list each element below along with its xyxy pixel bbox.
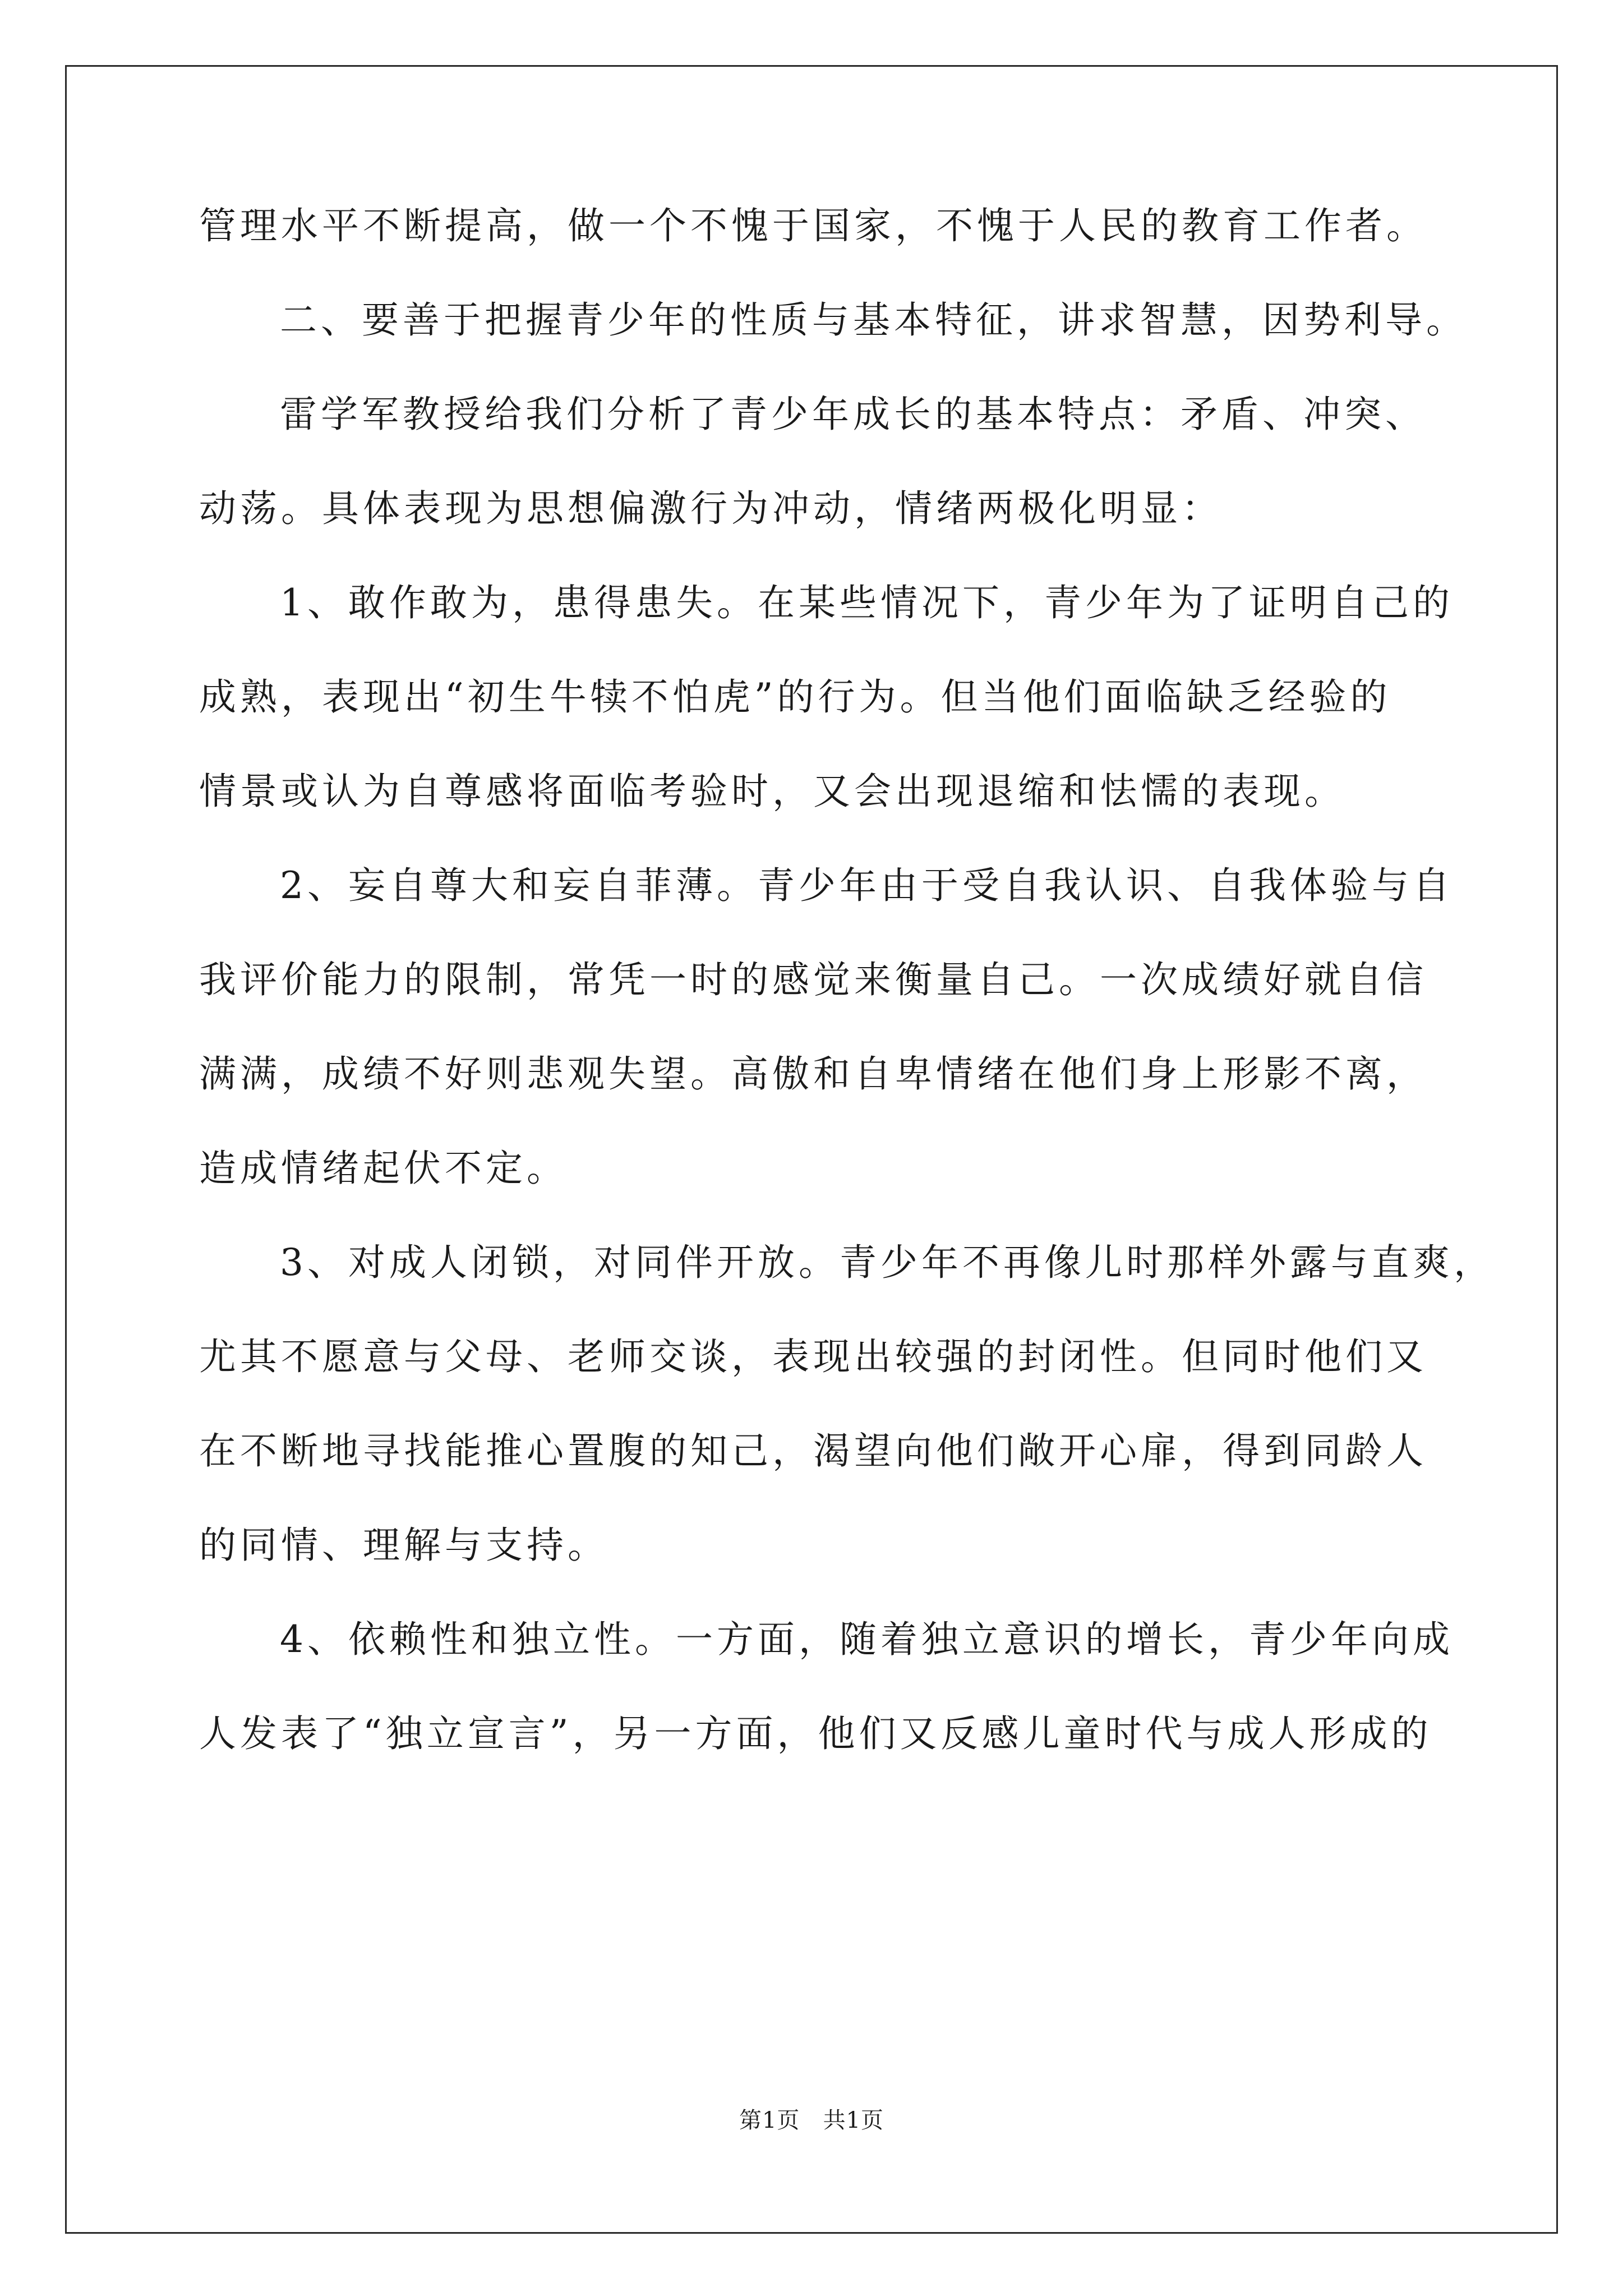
document-body (199, 204, 1495, 1810)
paragraph-line: 尤其不愿意与父母、老师交谈，表现出较强的封闭性。但同时他们又 (199, 1335, 1427, 1378)
page-footer (0, 2109, 1623, 2132)
paragraph-line: 在不断地寻找能推心置腹的知己，渴望向他们敞开心扉，得到同龄人 (199, 1429, 1427, 1473)
paragraph-line: 成熟，表现出“初生牛犊不怕虎”的行为。但当他们面临缺乏经验的 (199, 675, 1391, 719)
paragraph-line: 动荡。具体表现为思想偏激行为冲动，情绪两极化明显： (199, 487, 1223, 530)
page-number-current: 第1页 (739, 2108, 800, 2133)
paragraph-line: 3、对成人闭锁，对同伴开放。青少年不再像儿时那样外露与直爽， (280, 1241, 1495, 1284)
paragraph-line: 二、要善于把握青少年的性质与基本特征，讲求智慧，因势利导。 (280, 298, 1467, 342)
paragraph-line: 情景或认为自尊感将面临考验时，又会出现退缩和怯懦的表现。 (199, 770, 1345, 813)
footer-spacer (800, 2108, 823, 2133)
paragraph-line: 管理水平不断提高，做一个不愧于国家，不愧于人民的教育工作者。 (199, 204, 1427, 247)
paragraph-line: 雷学军教授给我们分析了青少年成长的基本特点：矛盾、冲突、 (280, 393, 1426, 436)
paragraph-line: 人发表了“独立宣言”，另一方面，他们又反感儿童时代与成人形成的 (199, 1712, 1432, 1755)
paragraph-line: 造成情绪起伏不定。 (199, 1147, 568, 1190)
paragraph-line: 1、敢作敢为，患得患失。在某些情况下，青少年为了证明自己的 (280, 581, 1454, 624)
page-number-total: 共1页 (823, 2108, 884, 2133)
paragraph-line: 满满，成绩不好则悲观失望。高傲和自卑情绪在他们身上形影不离， (199, 1052, 1427, 1096)
paragraph-line: 2、妄自尊大和妄自菲薄。青少年由于受自我认识、自我体验与自 (280, 864, 1454, 907)
paragraph-line: 的同情、理解与支持。 (199, 1524, 608, 1567)
paragraph-line: 我评价能力的限制，常凭一时的感觉来衡量自己。一次成绩好就自信 (199, 958, 1427, 1001)
paragraph-line: 4、依赖性和独立性。一方面，随着独立意识的增长，青少年向成 (280, 1618, 1454, 1661)
